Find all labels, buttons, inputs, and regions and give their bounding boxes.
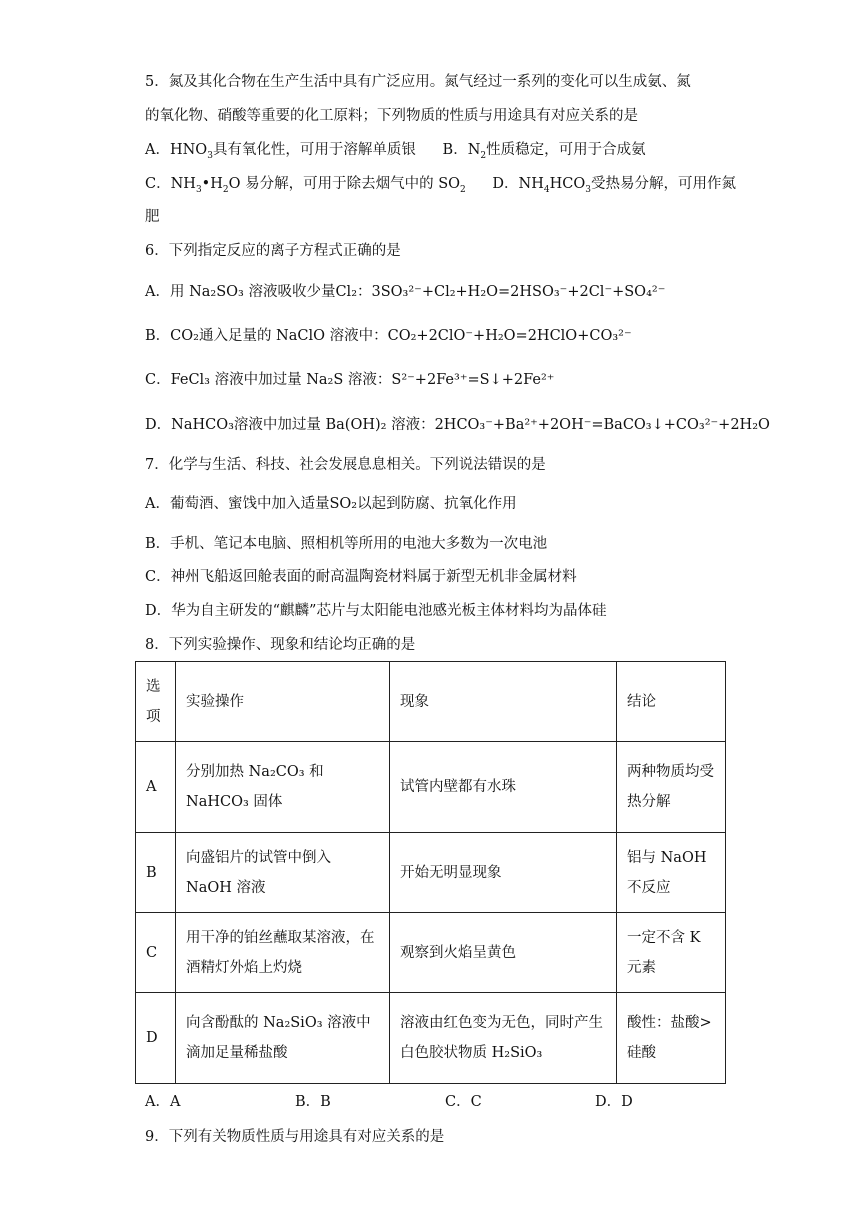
- q7-option-b: B．手机、笔记本电脑、照相机等所用的电池大多数为一次电池: [145, 536, 548, 552]
- q6-option-a: A．用 Na₂SO₃ 溶液吸收少量Cl₂：3SO₃²⁻+Cl₂+H₂O=2HSO₃⁻+2Cl⁻+SO₄²⁻: [145, 284, 666, 300]
- q8-answer-c: C．C: [445, 1094, 482, 1110]
- header-conclusion: 结论: [617, 662, 726, 742]
- q7-stem: 7．化学与生活、科技、社会发展息息相关。下列说法错误的是: [145, 457, 546, 473]
- q5-option-d: D．$NH_4HCO_3$受热易分解，可用作氮: [492, 176, 736, 195]
- q5-option-a: A．$HNO_3$具有氧化性，可用于溶解单质银: [145, 142, 416, 161]
- q5-option-b: B．$N_2$性质稳定，可用于合成氨: [442, 142, 646, 161]
- header-option: 选项: [136, 662, 176, 742]
- q5-option-c: C．$NH_3•H_2O$ 易分解，可用于除去烟气中的 $SO_2$: [145, 176, 466, 195]
- row-option: D: [136, 993, 176, 1084]
- header-phenomenon: 现象: [390, 662, 617, 742]
- table-row: [136, 993, 726, 1084]
- row-phenomenon: 溶液由红色变为无色，同时产生白色胶状物质 H₂SiO₃: [390, 993, 617, 1084]
- q5-stem-line1: 5．氮及其化合物在生产生活中具有广泛应用。氮气经过一系列的变化可以生成氨、氮: [145, 74, 691, 90]
- q6-stem: 6．下列指定反应的离子方程式正确的是: [145, 243, 401, 259]
- row-conclusion: 一定不含 K 元素: [617, 913, 726, 993]
- row-option: A: [136, 742, 176, 833]
- table-header-row: [136, 662, 726, 742]
- row-option: C: [136, 913, 176, 993]
- header-operation: 实验操作: [176, 662, 390, 742]
- q8-stem: 8．下列实验操作、现象和结论均正确的是: [145, 637, 416, 653]
- row-conclusion: 两种物质均受热分解: [617, 742, 726, 833]
- q5-options-ab: [145, 140, 646, 160]
- row-operation: 分别加热 Na₂CO₃ 和 NaHCO₃ 固体: [176, 742, 390, 833]
- row-conclusion: 铝与 NaOH 不反应: [617, 833, 726, 913]
- q7-option-c: C．神州飞船返回舱表面的耐高温陶瓷材料属于新型无机非金属材料: [145, 569, 577, 585]
- row-operation: 向盛铝片的试管中倒入 NaOH 溶液: [176, 833, 390, 913]
- q6-option-b: B．CO₂通入足量的 NaClO 溶液中：CO₂+2ClO⁻+H₂O=2HClO+CO₃²⁻: [145, 328, 632, 344]
- row-operation: 用干净的铂丝蘸取某溶液，在酒精灯外焰上灼烧: [176, 913, 390, 993]
- row-phenomenon: 开始无明显现象: [390, 833, 617, 913]
- row-phenomenon: 观察到火焰呈黄色: [390, 913, 617, 993]
- q8-answer-b: B．B: [295, 1094, 331, 1110]
- row-operation: 向含酚酞的 Na₂SiO₃ 溶液中滴加足量稀盐酸: [176, 993, 390, 1084]
- row-phenomenon: 试管内壁都有水珠: [390, 742, 617, 833]
- q5-stem-line2: 的氧化物、硝酸等重要的化工原料；下列物质的性质与用途具有对应关系的是: [145, 108, 638, 124]
- row-conclusion: 酸性：盐酸>硅酸: [617, 993, 726, 1084]
- q9-stem: 9．下列有关物质性质与用途具有对应关系的是: [145, 1129, 445, 1145]
- q7-option-a: A．葡萄酒、蜜饯中加入适量SO₂以起到防腐、抗氧化作用: [145, 496, 517, 512]
- q6-option-d: D．NaHCO₃溶液中加过量 Ba(OH)₂ 溶液：2HCO₃⁻+Ba²⁺+2OH⁻=BaCO₃↓+CO₃²⁻+2H₂O: [145, 417, 770, 433]
- q5-option-d-wrap: 肥: [145, 209, 160, 225]
- q8-answer-d: D．D: [595, 1094, 633, 1110]
- row-option: B: [136, 833, 176, 913]
- table-row: [136, 833, 726, 913]
- q6-option-c: C．FeCl₃ 溶液中加过量 Na₂S 溶液：S²⁻+2Fe³⁺=S↓+2Fe²⁺: [145, 372, 555, 388]
- experiment-table: [135, 661, 726, 1084]
- q7-option-d: D．华为自主研发的“麒麟”芯片与太阳能电池感光板主体材料均为晶体硅: [145, 603, 607, 619]
- table-row: [136, 742, 726, 833]
- q8-answer-a: A．A: [145, 1094, 181, 1110]
- q5-options-cd: [145, 174, 736, 194]
- table-row: [136, 913, 726, 993]
